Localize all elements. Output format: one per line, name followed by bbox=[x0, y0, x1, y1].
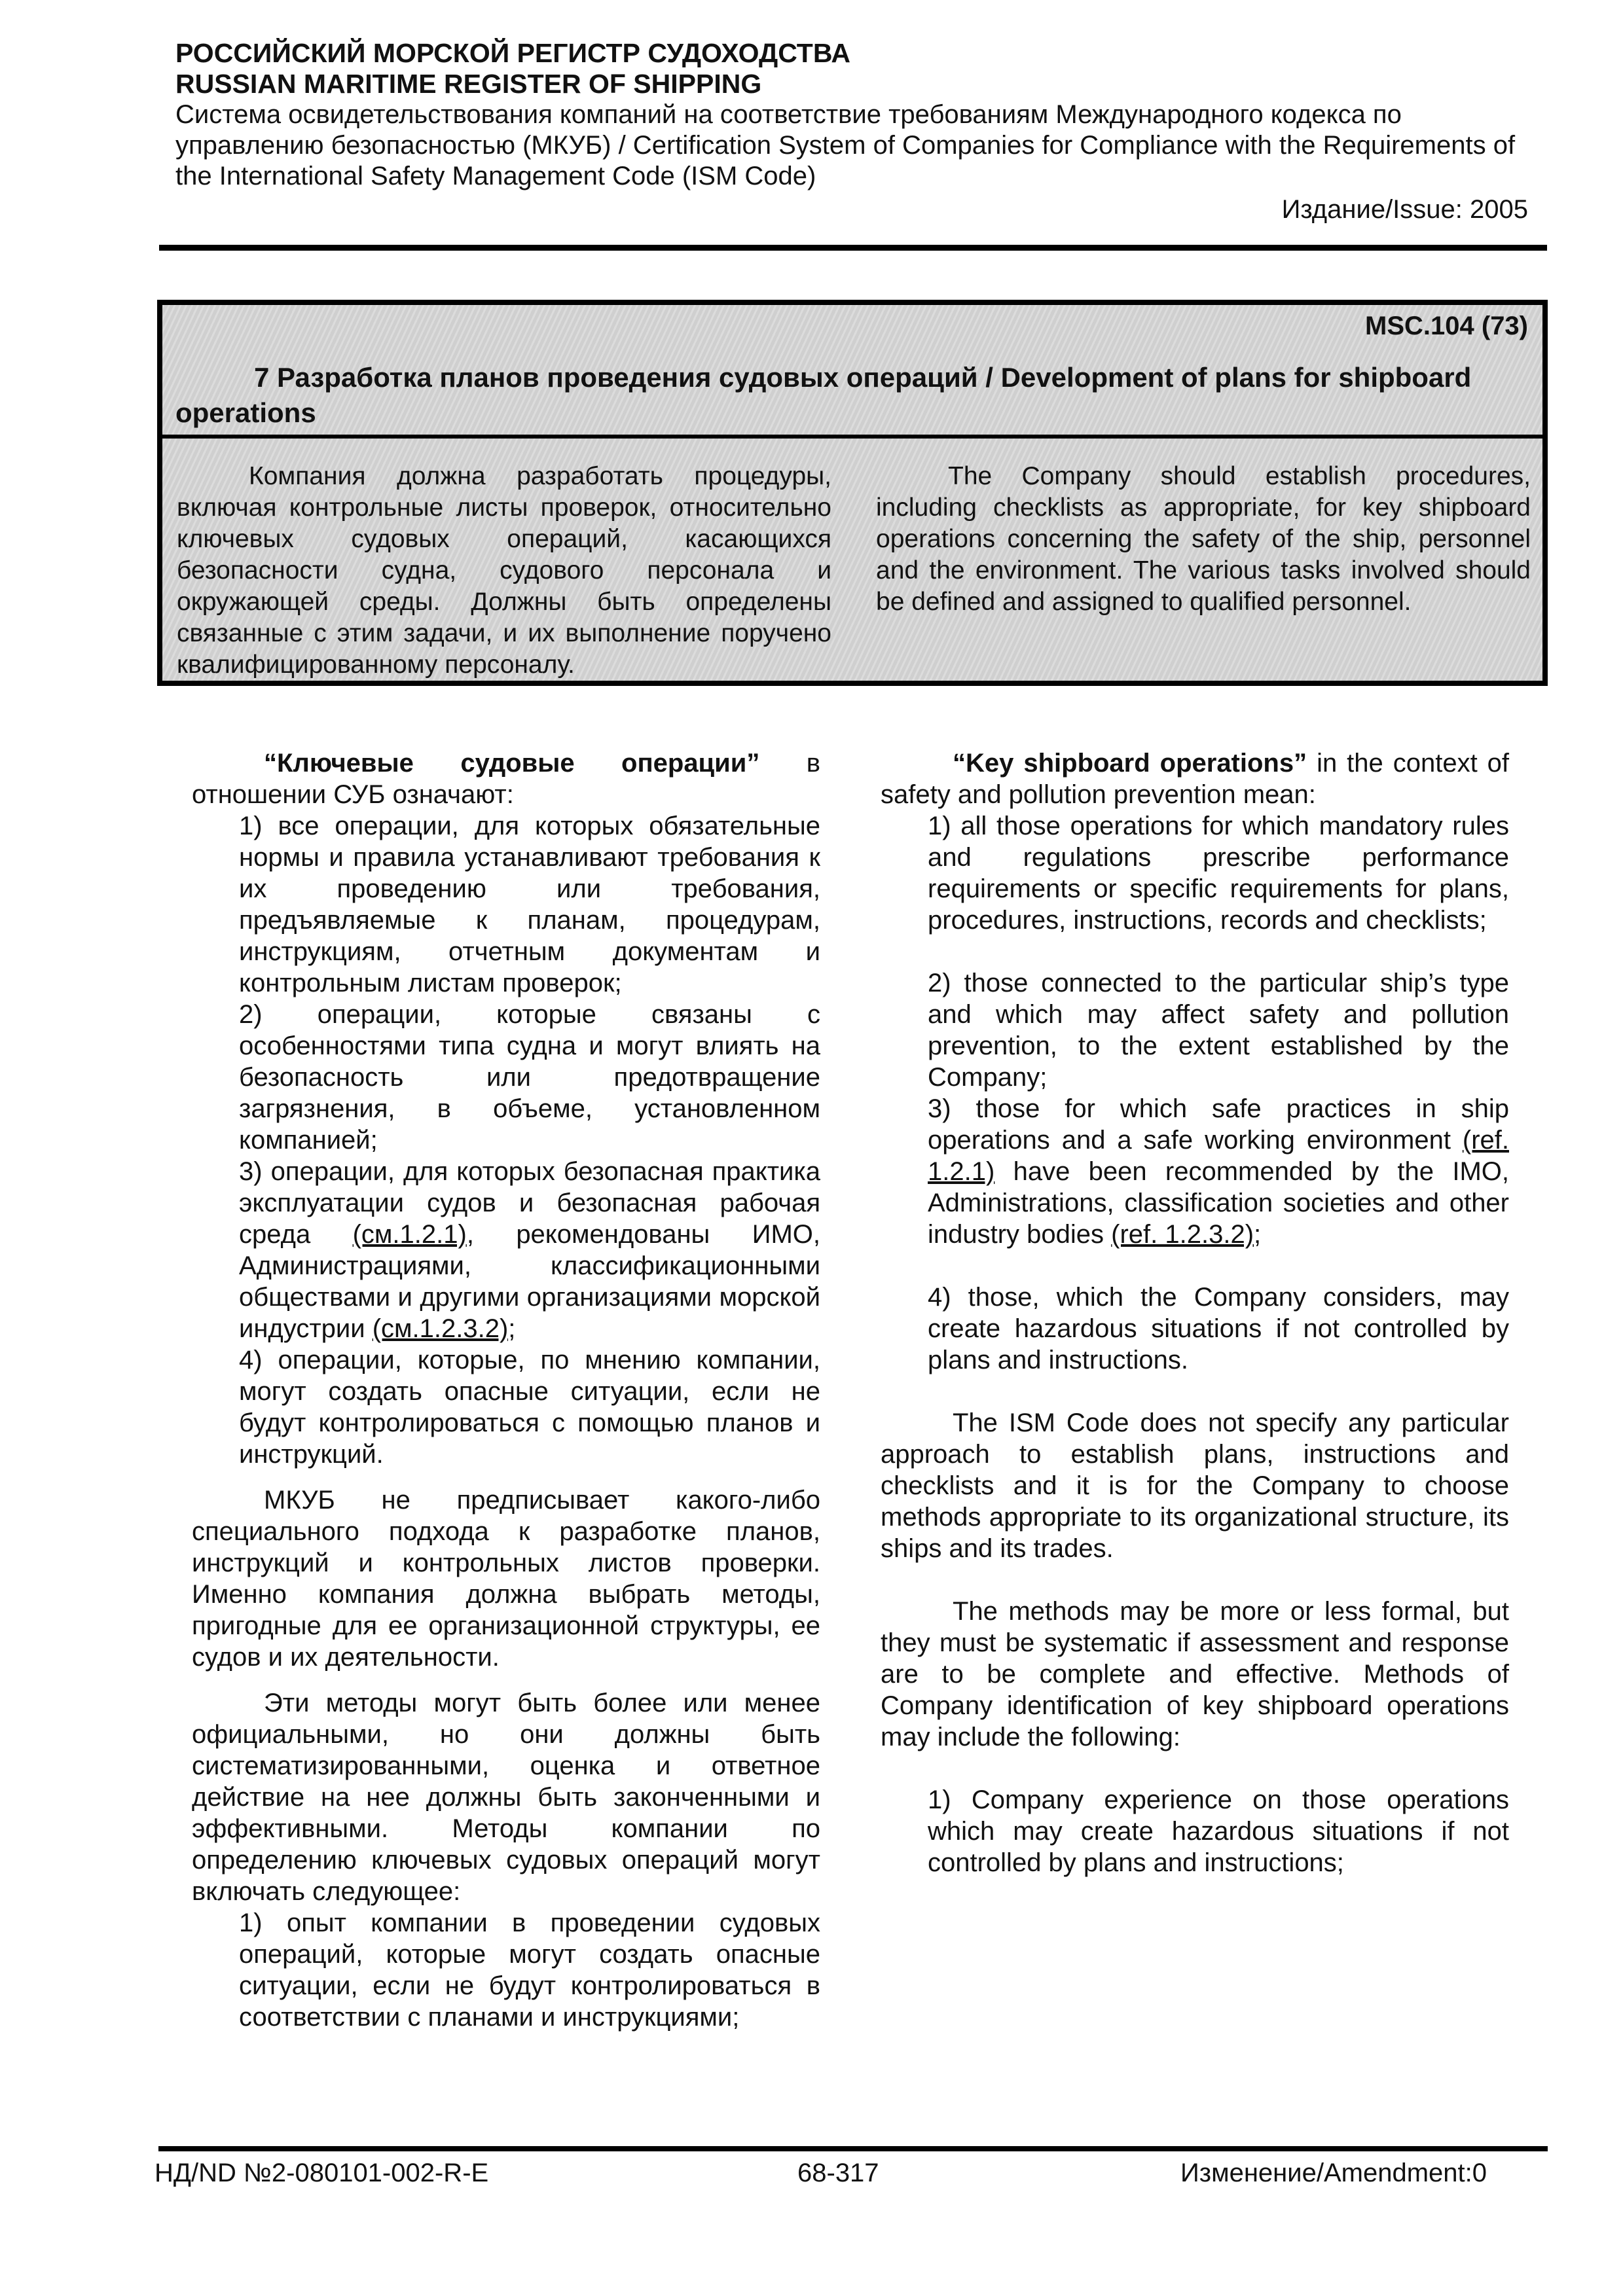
paragraph-methods-en: The methods may be more or less formal, but they must be systematic if assessment and response are to be complete and effective. Methods of Company identification of key shipboard operations may include the following: bbox=[881, 1597, 1509, 1751]
section-title-text: Разработка планов проведения судовых операций / Development of plans for shipboard operations bbox=[175, 362, 1472, 428]
list-item: 1) Company experience on those operations which may create hazardous situations if not controlled by plans and instructions; bbox=[928, 1785, 1509, 1877]
intro-term-ru: “Ключевые судовые операции” bbox=[264, 749, 760, 778]
page-number: 68-317 bbox=[797, 2159, 879, 2187]
item3-text-c-en: ; bbox=[1254, 1220, 1262, 1249]
list-item: 4) those, which the Company considers, may create hazardous situations if not controlled by plans and instructions. bbox=[928, 1283, 1509, 1374]
body-column-ru bbox=[192, 747, 820, 2033]
list-item: 2) those connected to the particular ship’s type and which may affect safety and pollution prevention, to the extent established by the Company; bbox=[928, 969, 1509, 1092]
item3-text-b-ru: , рекомендованы ИМО, Администрациями, классификационными обществами и другими организациями морской индустрии bbox=[239, 1220, 820, 1343]
paragraph-approach-ru: МКУБ не предписывает какого-либо специального подхода к разработке планов, инструкций и контрольных листов проверки. Именно компания должна выбрать методы, пригодные для ее организационной структуры, ее судов и их деятельности. bbox=[192, 1486, 820, 1672]
intro-ru bbox=[192, 747, 820, 810]
methods-list-ru bbox=[239, 1907, 820, 2033]
cross-reference-link[interactable]: (см.1.2.3.2); bbox=[372, 1314, 516, 1343]
intro-en bbox=[881, 747, 1509, 810]
section-number: 7 bbox=[254, 362, 270, 393]
intro-rest-ru: в отношении СУБ означают: bbox=[192, 749, 820, 809]
system-description: Система освидетельствования компаний на соответствие требованиям Международного кодекса по управлению безопасностью (МКУБ) / Certification System of Companies for Compliance with the Requirements of the International Safety Management Code (ISM Code) bbox=[175, 100, 1516, 190]
key-ops-list-ru bbox=[239, 810, 820, 1470]
header-divider bbox=[159, 245, 1547, 251]
msc-reference: MSC.104 (73) bbox=[1365, 312, 1528, 340]
issue-label: Издание/Issue: 2005 bbox=[1281, 195, 1528, 224]
cross-reference-link[interactable]: (ref. 1.2.3.2) bbox=[1111, 1220, 1254, 1249]
item3-text-a-en: 3) those for which safe practices in ship operations and a safe working environment bbox=[928, 1094, 1509, 1155]
box-title-band bbox=[162, 305, 1542, 439]
page-header bbox=[175, 38, 1528, 224]
box-text-ru: Компания должна разработать процедуры, включая контрольные листы проверок, относительно ключевых судовых операций, касающихся безопасности судна, судового персонала и окружающей среды. Должны быть определены связанные с этим задачи, и их выполнение поручено квалифицированному персоналу. bbox=[177, 462, 831, 679]
item3-text-b-en: have been recommended by the IMO, Administrations, classification societies and other industry bodies bbox=[928, 1157, 1509, 1249]
box-text-en: The Company should establish procedures, including checklists as appropriate, for key shipboard operations concerning the safety of the ship, personnel and the environment. The various tasks involved should be defined and assigned to qualified personnel. bbox=[876, 462, 1531, 616]
list-item: 2) операции, которые связаны с особенностями типа судна и могут влиять на безопасность или предотвращение загрязнения, в объеме, установленном компанией; bbox=[239, 1000, 820, 1155]
body-column-en bbox=[881, 747, 1509, 1878]
list-item: 1) all those operations for which mandatory rules and regulations prescribe performance requirements or specific requirements for plans, procedures, instructions, records and checklists; bbox=[928, 812, 1509, 935]
item3-text-a-ru: 3) операции, для которых безопасная практика эксплуатации судов и безопасная рабочая среда bbox=[239, 1157, 820, 1249]
cross-reference-link[interactable]: (см.1.2.1) bbox=[352, 1220, 467, 1249]
methods-list-en bbox=[928, 1784, 1509, 1878]
intro-rest-en: in the context of safety and pollution prevention mean: bbox=[881, 749, 1509, 809]
org-name-ru: РОССИЙСКИЙ МОРСКОЙ РЕГИСТР СУДОХОДСТВА bbox=[175, 38, 851, 68]
list-item: 1) все операции, для которых обязательные нормы и правила устанавливают требования к их проведению или требования, предъявляемые к планам, процедурам, инструкциям, отчетным документам и контрольным листам проверок; bbox=[239, 812, 820, 997]
key-ops-list-en bbox=[928, 810, 1509, 1376]
guideline-box bbox=[157, 300, 1548, 686]
section-title bbox=[175, 360, 1518, 431]
amendment-label: Изменение/Amendment:0 bbox=[1180, 2159, 1487, 2187]
paragraph-approach-en: The ISM Code does not specify any particular approach to establish plans, instructions and checklists and it is for the Company to choose methods appropriate to its organizational structure, its ships and its trades. bbox=[881, 1408, 1509, 1563]
paragraph-methods-ru: Эти методы могут быть более или менее официальными, но они должны быть систематизированными, оценка и ответное действие на нее должны быть законченными и эффективными. Методы компании по определению ключевых судовых операций могут включать следующее: bbox=[192, 1689, 820, 1906]
org-name-en: RUSSIAN MARITIME REGISTER OF SHIPPING bbox=[175, 69, 762, 99]
list-item bbox=[239, 1156, 820, 1344]
document-number: НД/ND №2-080101-002-R-E bbox=[155, 2159, 489, 2187]
list-item: 4) операции, которые, по мнению компании, могут создать опасные ситуации, если не будут контролироваться с помощью планов и инструкций. bbox=[239, 1346, 820, 1469]
list-item: 1) опыт компании в проведении судовых операций, которые могут создать опасные ситуации, если не будут контролироваться в соответствии с планами и инструкциями; bbox=[239, 1909, 820, 2032]
intro-term-en: “Key shipboard operations” bbox=[953, 749, 1307, 778]
list-item bbox=[928, 1093, 1509, 1250]
footer-divider bbox=[158, 2146, 1548, 2151]
cross-reference-link[interactable]: (ref. 1.2.1) bbox=[928, 1126, 1509, 1186]
